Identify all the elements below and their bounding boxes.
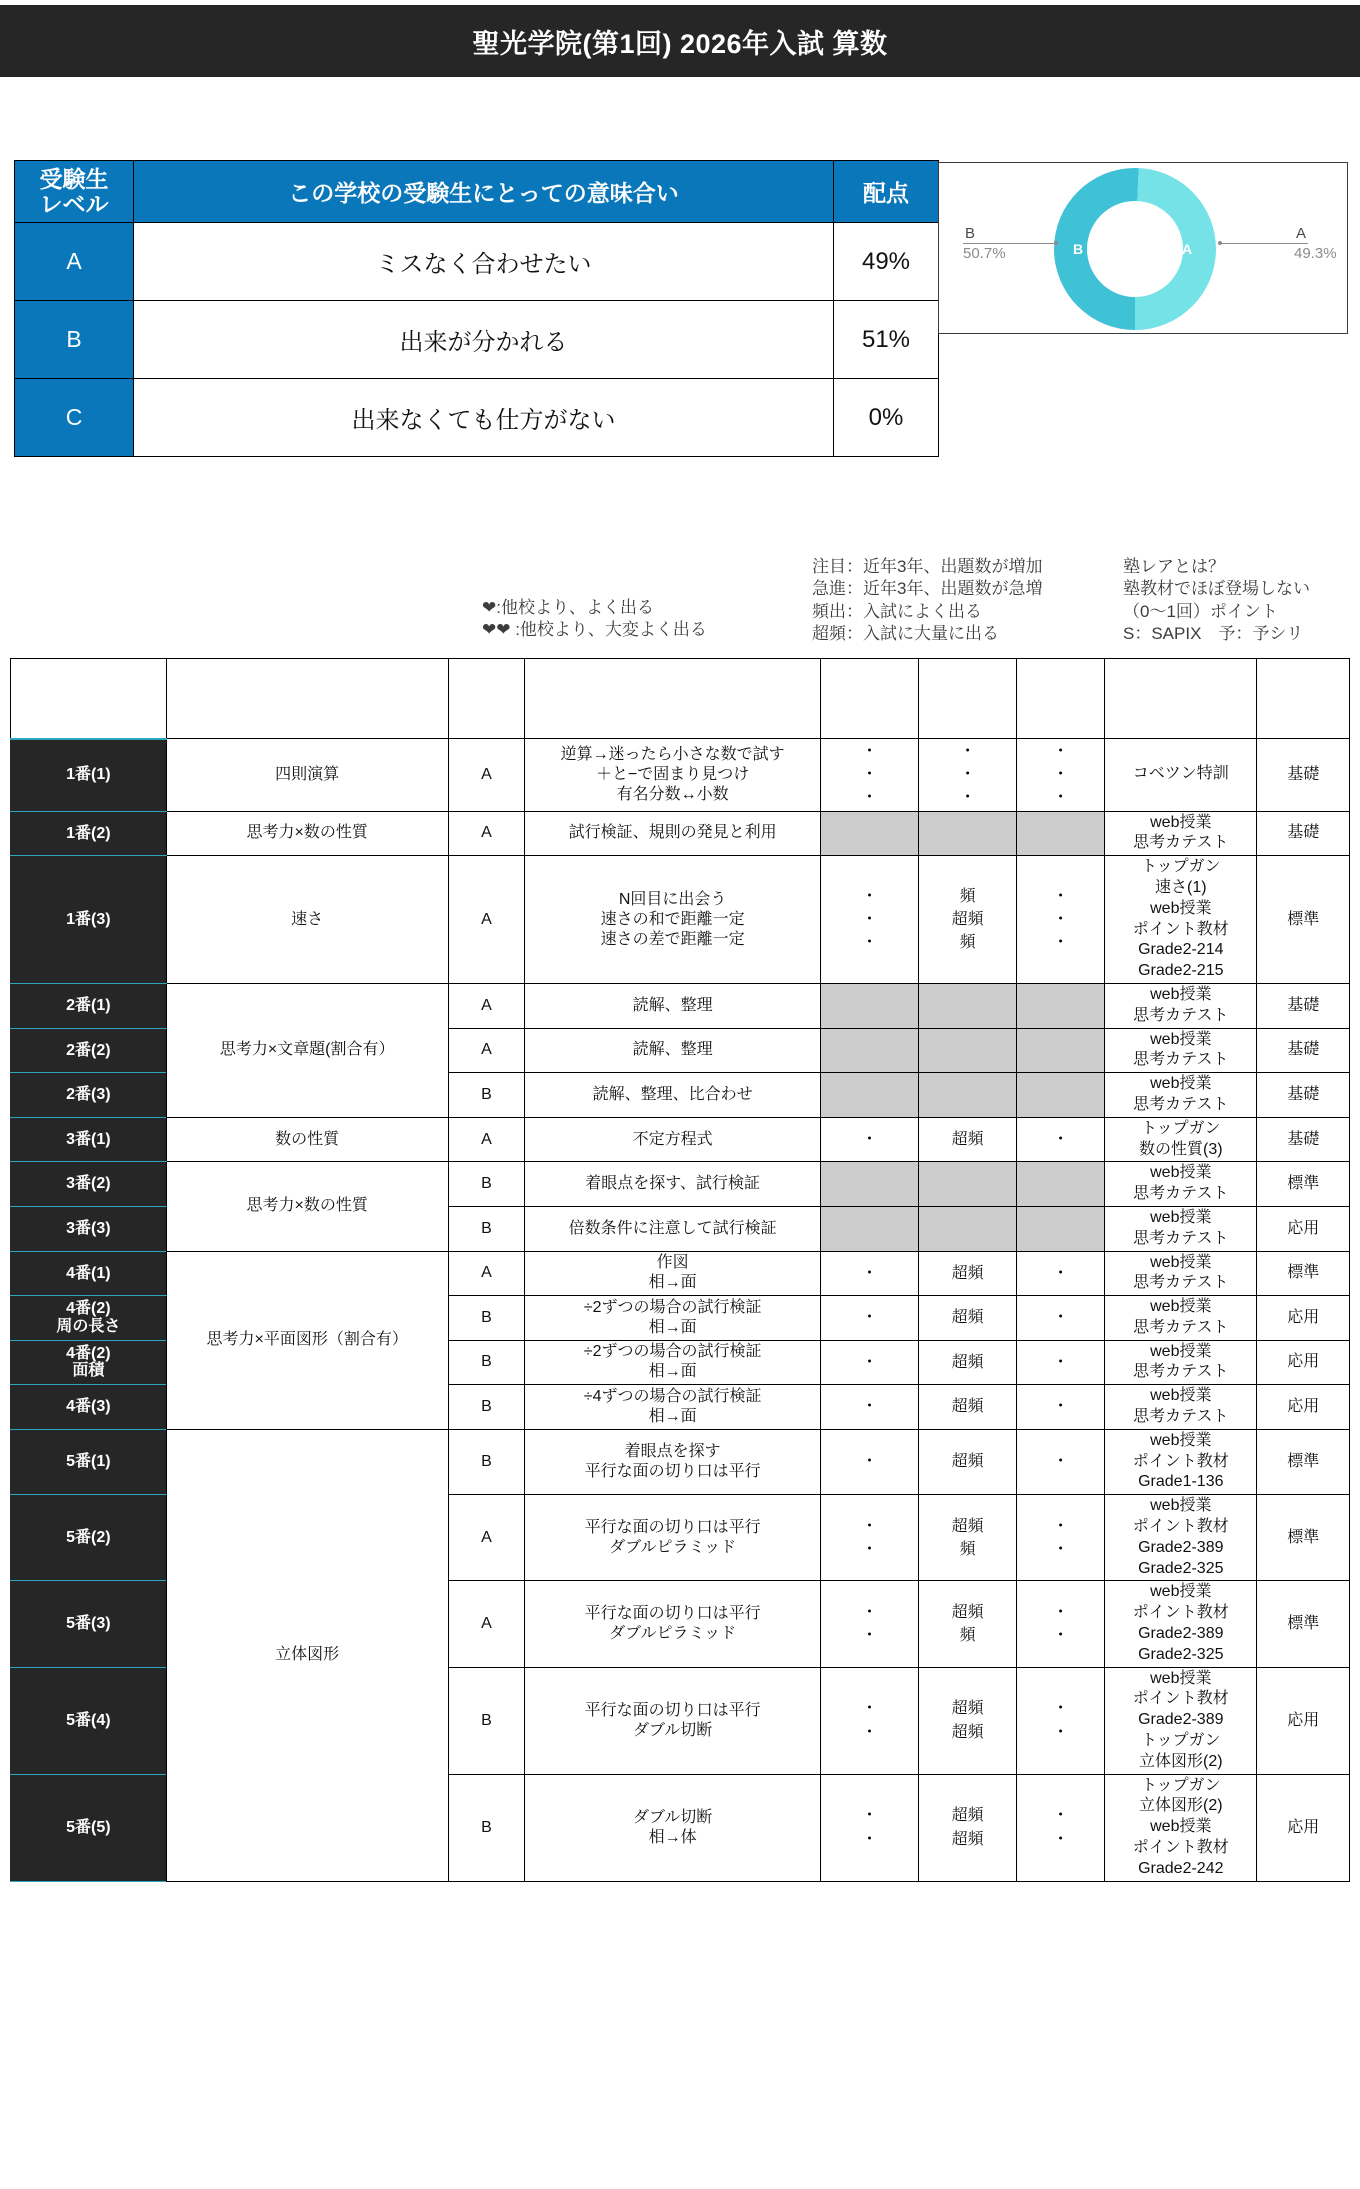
page-title-bar (0, 5, 1360, 77)
header-kobe-difficulty (1257, 659, 1350, 739)
kobe-difficulty: 基礎 (1257, 1073, 1350, 1118)
summary-meaning-1: 出来が分かれる (134, 301, 834, 379)
exam-frequency-mark: 超頻 (919, 1296, 1017, 1341)
kobetsuba-measures: web授業 ポイント教材 Grade2-389 Grade2-325 (1105, 1581, 1257, 1667)
exam-frequency-mark: 超頻 (919, 1251, 1017, 1296)
donut-callout-b (963, 225, 1006, 262)
legend-freq-kyushin: 急進：近年3年、出題数が急増 (812, 579, 1043, 599)
header-kobetsuba-measures (1105, 659, 1257, 739)
question-number: 4番(3) (11, 1385, 167, 1430)
question-number: 2番(1) (11, 983, 167, 1028)
header-kobe-line1: コベツバ (1143, 676, 1219, 698)
donut-callout-a (1294, 225, 1337, 262)
header-diff-line1: コベ (1284, 676, 1323, 698)
student-level: B (448, 1429, 525, 1494)
student-level: A (448, 811, 525, 856)
kobetsuba-measures: web授業 思考カテスト (1105, 1073, 1257, 1118)
unit-name: 思考力×数の性質 (166, 811, 448, 856)
legend-heart-double: ❤❤ :他校より、大変よく出る (482, 620, 707, 640)
donut-graphic (1054, 168, 1216, 330)
school-preference-mark: ・ ・ ・ (820, 739, 918, 812)
exam-frequency-mark (919, 1206, 1017, 1251)
unit-name: 思考力×平面図形（割合有） (166, 1251, 448, 1429)
kobetsuba-measures: web授業 思考カテスト (1105, 1028, 1257, 1073)
question-number: 2番(3) (11, 1073, 167, 1118)
school-preference-mark: ・ ・ (820, 1581, 918, 1667)
question-number: 3番(1) (11, 1117, 167, 1162)
point-description: 倍数条件に注意して試行検証 (525, 1206, 821, 1251)
exam-frequency-mark: 超頻 (919, 1385, 1017, 1430)
exam-frequency-mark (919, 983, 1017, 1028)
header-question-no (11, 659, 167, 739)
exam-frequency-mark (919, 811, 1017, 856)
table-header-row (11, 659, 1350, 739)
donut-callout-b-value: 50.7% (963, 245, 1006, 262)
table-row (11, 1162, 1350, 1207)
kobe-difficulty: 標準 (1257, 856, 1350, 984)
school-preference-mark (820, 811, 918, 856)
kobe-difficulty: 応用 (1257, 1206, 1350, 1251)
header-freq-line1: 受験 (951, 680, 984, 698)
student-level: A (448, 983, 525, 1028)
school-preference-mark: ・ (820, 1429, 918, 1494)
point-description: 平行な面の切り口は平行 ダブル切断 (525, 1667, 821, 1774)
donut-hole (1087, 201, 1183, 297)
legend-rare-abbrev: S：SAPIX 予：予シリ (1123, 624, 1304, 644)
legend-frequency (812, 556, 1042, 646)
school-preference-mark: ・ (820, 1251, 918, 1296)
juku-rare-mark: ・ (1017, 1296, 1105, 1341)
point-description: 読解、整理、比合わせ (525, 1073, 821, 1118)
question-number: 4番(2) 周の長さ (11, 1296, 167, 1341)
exam-frequency-mark (919, 1073, 1017, 1118)
summary-level-C: C (15, 379, 134, 457)
kobetsuba-measures: web授業 思考カテスト (1105, 1296, 1257, 1341)
student-level: A (448, 1495, 525, 1581)
point-description: 試行検証、規則の発見と利用 (525, 811, 821, 856)
question-number: 5番(1) (11, 1429, 167, 1494)
question-number: 4番(2) 面積 (11, 1340, 167, 1385)
kobe-difficulty: 基礎 (1257, 739, 1350, 812)
table-row (11, 739, 1350, 812)
legend-rare-desc1: 塾教材でほぼ登場しない (1123, 579, 1310, 599)
header-unit: 分野 × 単元 (166, 659, 448, 739)
point-description: 着眼点を探す 平行な面の切り口は平行 (525, 1429, 821, 1494)
summary-points-0: 49% (834, 223, 939, 301)
juku-rare-mark: ・ (1017, 1340, 1105, 1385)
juku-rare-mark: ・ ・ ・ (1017, 739, 1105, 812)
juku-rare-mark: ・ (1017, 1117, 1105, 1162)
point-description: ダブル切断 相→体 (525, 1774, 821, 1881)
juku-rare-mark: ・ (1017, 1385, 1105, 1430)
student-level: A (448, 856, 525, 984)
kobe-difficulty: 応用 (1257, 1774, 1350, 1881)
donut-callout-b-name: B (965, 225, 976, 242)
legend-freq-hinshutsu: 頻出：入試によく出る (812, 601, 982, 621)
question-analysis-table (10, 658, 1350, 1882)
exam-frequency-mark: 超頻 超頻 (919, 1667, 1017, 1774)
point-description: ÷2ずつの場合の試行検証 相→面 (525, 1296, 821, 1341)
leader-line-a (1221, 243, 1299, 244)
header-school-preference (820, 659, 918, 739)
header-level (448, 659, 525, 739)
summary-header-level: 受験生 レベル (15, 161, 134, 223)
donut-slice-label-a: A (1182, 241, 1193, 257)
summary-meaning-2: 出来なくても仕方がない (134, 379, 834, 457)
legend-rare-title: 塾レアとは？ (1123, 557, 1225, 576)
juku-rare-mark: ・ ・ (1017, 1667, 1105, 1774)
kobetsuba-measures: トップガン 速さ(1) web授業 ポイント教材 Grade2-214 Grade2-215 (1105, 856, 1257, 984)
student-level: B (448, 1667, 525, 1774)
juku-rare-mark: ・ ・ (1017, 1495, 1105, 1581)
exam-frequency-mark: 超頻 頻 (919, 1495, 1017, 1581)
kobetsuba-measures: web授業 ポイント教材 Grade1-136 (1105, 1429, 1257, 1494)
school-preference-mark: ・ ・ ・ (820, 856, 918, 984)
kobe-difficulty: 応用 (1257, 1296, 1350, 1341)
point-description: 読解、整理 (525, 1028, 821, 1073)
donut-callout-a-name: A (1296, 225, 1307, 242)
kobe-difficulty: 基礎 (1257, 1028, 1350, 1073)
kobetsuba-measures: トップガン 数の性質(3) (1105, 1117, 1257, 1162)
kobe-difficulty: 応用 (1257, 1385, 1350, 1430)
juku-rare-mark: ・ ・ ・ (1017, 856, 1105, 984)
unit-name: 数の性質 (166, 1117, 448, 1162)
kobe-difficulty: 基礎 (1257, 811, 1350, 856)
score-distribution-chart (938, 162, 1348, 334)
question-number: 2番(2) (11, 1028, 167, 1073)
legend-freq-chumoku: 注目：近年3年、出題数が増加 (812, 557, 1043, 576)
header-like-line1: 学校 (853, 680, 886, 698)
kobe-difficulty: 標準 (1257, 1162, 1350, 1207)
juku-rare-mark: ・ (1017, 1251, 1105, 1296)
student-level: A (448, 1251, 525, 1296)
table-row (11, 1251, 1350, 1296)
exam-frequency-mark: 超頻 頻 (919, 1581, 1017, 1667)
student-level: B (448, 1385, 525, 1430)
question-number: 4番(1) (11, 1251, 167, 1296)
point-description: 逆算→迷ったら小さな数で試す ＋と−で固まり見つけ 有名分数↔小数 (525, 739, 821, 812)
juku-rare-mark: ・ ・ (1017, 1774, 1105, 1881)
kobetsuba-measures: web授業 思考カテスト (1105, 1206, 1257, 1251)
table-row (11, 983, 1350, 1028)
question-number: 1番(1) (11, 739, 167, 812)
header-diff-line2: 難易度 (1274, 697, 1332, 719)
point-description: ÷4ずつの場合の試行検証 相→面 (525, 1385, 821, 1430)
point-description: ÷2ずつの場合の試行検証 相→面 (525, 1340, 821, 1385)
unit-name: 思考力×数の性質 (166, 1162, 448, 1251)
summary-header-meaning: この学校の受験生にとっての意味合い (134, 161, 834, 223)
point-description: 平行な面の切り口は平行 ダブルピラミッド (525, 1581, 821, 1667)
kobe-difficulty: 応用 (1257, 1340, 1350, 1385)
unit-name: 四則演算 (166, 739, 448, 812)
leader-dot-a (1218, 241, 1222, 245)
kobetsuba-measures: web授業 思考カテスト (1105, 983, 1257, 1028)
school-preference-mark: ・ (820, 1117, 918, 1162)
summary-table (14, 160, 939, 457)
table-row (11, 856, 1350, 984)
school-preference-mark (820, 1162, 918, 1207)
unit-name: 立体図形 (166, 1429, 448, 1881)
kobetsuba-measures: web授業 思考カテスト (1105, 1385, 1257, 1430)
school-preference-mark (820, 1073, 918, 1118)
header-rare-line1: 塾 (1052, 680, 1069, 698)
student-level: B (448, 1296, 525, 1341)
point-description: 作図 相→面 (525, 1251, 821, 1296)
school-preference-mark: ・ (820, 1340, 918, 1385)
question-number: 5番(5) (11, 1774, 167, 1881)
question-number: 1番(3) (11, 856, 167, 984)
student-level: B (448, 1162, 525, 1207)
question-number: 5番(4) (11, 1667, 167, 1774)
header-juku-rare (1017, 659, 1105, 739)
school-preference-mark (820, 1028, 918, 1073)
student-level: A (448, 1581, 525, 1667)
table-row (11, 811, 1350, 856)
question-number: 5番(3) (11, 1581, 167, 1667)
student-level: A (448, 1028, 525, 1073)
summary-header-row (15, 161, 939, 223)
kobe-difficulty: 標準 (1257, 1251, 1350, 1296)
summary-level-B: B (15, 301, 134, 379)
juku-rare-mark: ・ (1017, 1429, 1105, 1494)
student-level: A (448, 739, 525, 812)
legend-hearts (482, 597, 707, 642)
kobetsuba-measures: web授業 思考カテスト (1105, 1251, 1257, 1296)
school-preference-mark: ・ ・ (820, 1774, 918, 1881)
summary-points-2: 0% (834, 379, 939, 457)
juku-rare-mark (1017, 1206, 1105, 1251)
summary-header-points: 配点 (834, 161, 939, 223)
header-kobe-line2: で対策 (1152, 697, 1210, 719)
exam-frequency-mark: ・ ・ ・ (919, 739, 1017, 812)
kobe-difficulty: 標準 (1257, 1495, 1350, 1581)
student-level: B (448, 1774, 525, 1881)
header-freq-line2: 頻出 (951, 698, 984, 716)
kobe-difficulty: 基礎 (1257, 1117, 1350, 1162)
exam-frequency-mark: 超頻 超頻 (919, 1774, 1017, 1881)
leader-dot-b (1054, 241, 1058, 245)
table-row (11, 1429, 1350, 1494)
kobetsuba-measures: web授業 思考カテスト (1105, 1162, 1257, 1207)
point-description: 読解、整理 (525, 983, 821, 1028)
kobetsuba-measures: トップガン 立体図形(2) web授業 ポイント教材 Grade2-242 (1105, 1774, 1257, 1881)
school-preference-mark: ・ ・ (820, 1495, 918, 1581)
kobe-difficulty: 標準 (1257, 1429, 1350, 1494)
table-row (11, 1117, 1350, 1162)
exam-frequency-mark: 超頻 (919, 1117, 1017, 1162)
unit-name: 速さ (166, 856, 448, 984)
summary-points-1: 51% (834, 301, 939, 379)
exam-frequency-mark: 超頻 (919, 1340, 1017, 1385)
exam-frequency-mark: 超頻 (919, 1429, 1017, 1494)
header-rare-line2: レア (1044, 698, 1077, 716)
unit-name: 思考力×文章題(割合有） (166, 983, 448, 1117)
summary-row (15, 223, 939, 301)
summary-row (15, 379, 939, 457)
summary-meaning-0: ミスなく合わせたい (134, 223, 834, 301)
school-preference-mark: ・ ・ (820, 1667, 918, 1774)
point-description: N回目に出会う 速さの和で距離一定 速さの差で距離一定 (525, 856, 821, 984)
juku-rare-mark (1017, 1028, 1105, 1073)
student-level: B (448, 1073, 525, 1118)
student-level: B (448, 1206, 525, 1251)
school-preference-mark: ・ (820, 1296, 918, 1341)
exam-frequency-mark: 頻 超頻 頻 (919, 856, 1017, 984)
donut-callout-a-value: 49.3% (1294, 245, 1337, 262)
kobetsuba-measures: web授業 ポイント教材 Grade2-389 Grade2-325 (1105, 1495, 1257, 1581)
donut-slice-label-b: B (1073, 241, 1084, 257)
summary-level-A: A (15, 223, 134, 301)
kobetsuba-measures: web授業 ポイント教材 Grade2-389 トップガン 立体図形(2) (1105, 1667, 1257, 1774)
student-level: B (448, 1340, 525, 1385)
header-like-line2: 好み (853, 698, 886, 716)
juku-rare-mark: ・ ・ (1017, 1581, 1105, 1667)
question-number: 3番(2) (11, 1162, 167, 1207)
legend-rare (1123, 556, 1310, 646)
kobetsuba-measures: web授業 思考カテスト (1105, 1340, 1257, 1385)
question-number: 1番(2) (11, 811, 167, 856)
question-number: 3番(3) (11, 1206, 167, 1251)
point-description: 不定方程式 (525, 1117, 821, 1162)
question-number: 5番(2) (11, 1495, 167, 1581)
kobe-difficulty: 基礎 (1257, 983, 1350, 1028)
legend-rare-desc2: （0〜1回）ポイント (1123, 601, 1278, 621)
exam-frequency-mark (919, 1162, 1017, 1207)
legend-freq-chohin: 超頻：入試に大量に出る (812, 624, 999, 644)
header-exam-frequency (919, 659, 1017, 739)
juku-rare-mark (1017, 983, 1105, 1028)
header-point: ポイント (525, 659, 821, 739)
exam-frequency-mark (919, 1028, 1017, 1073)
page-title: 聖光学院(第1回) 2026年入試 算数 (472, 28, 888, 59)
kobetsuba-measures: web授業 思考カテスト (1105, 811, 1257, 856)
kobe-difficulty: 標準 (1257, 1581, 1350, 1667)
student-level: A (448, 1117, 525, 1162)
point-description: 着眼点を探す、試行検証 (525, 1162, 821, 1207)
header-level-line2: レベル (462, 698, 511, 716)
juku-rare-mark (1017, 1162, 1105, 1207)
kobetsuba-measures: コベツン特訓 (1105, 739, 1257, 812)
summary-row (15, 301, 939, 379)
school-preference-mark (820, 983, 918, 1028)
school-preference-mark: ・ (820, 1385, 918, 1430)
point-description: 平行な面の切り口は平行 ダブルピラミッド (525, 1495, 821, 1581)
legend-heart-single: ❤:他校より、よく出る (482, 598, 654, 617)
juku-rare-mark (1017, 811, 1105, 856)
header-level-line1: 受験生 (462, 680, 511, 698)
school-preference-mark (820, 1206, 918, 1251)
juku-rare-mark (1017, 1073, 1105, 1118)
kobe-difficulty: 応用 (1257, 1667, 1350, 1774)
